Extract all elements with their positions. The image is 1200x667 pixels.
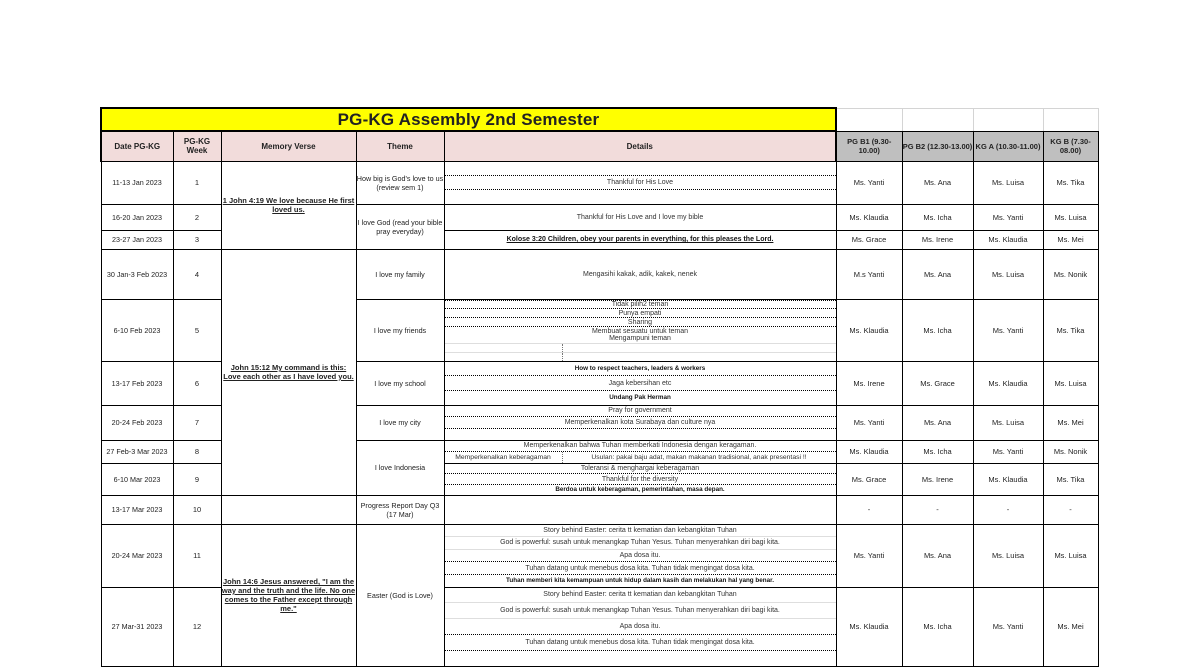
detail-line: Tuhan datang untuk menebus dosa kita. Tuhan tidak mengingat dosa kita. — [445, 562, 836, 575]
details-cell — [444, 587, 836, 666]
detail-line — [445, 429, 836, 440]
detail-line-right — [563, 344, 836, 352]
col-header-kg-a: KG A (10.30-11.00) — [973, 131, 1043, 161]
theme-cell: How big is God's love to us (review sem 1) — [356, 161, 444, 204]
detail-line: Pray for government — [445, 406, 836, 418]
teacher-pg-b1-cell: Ms. Klaudia — [836, 299, 902, 361]
details-cell — [444, 230, 836, 249]
memory-verse-cell: John 15:12 My command is this: Love each other as I have loved you. — [221, 249, 356, 495]
detail-line: Tuhan datang untuk menebus dosa kita. Tuhan tidak mengingat dosa kita. — [445, 635, 836, 651]
details-cell — [444, 361, 836, 405]
detail-line: Sharing — [445, 318, 836, 327]
teacher-pg-b2-cell: Ms. Ana — [902, 249, 973, 299]
teacher-pg-b2-cell: Ms. Irene — [902, 463, 973, 495]
detail-line-left — [445, 353, 563, 361]
detail-line-left — [445, 344, 563, 352]
banner-blank-cell — [973, 108, 1043, 131]
teacher-kg-b-cell: Ms. Luisa — [1043, 524, 1098, 587]
memory-verse-cell — [221, 495, 356, 524]
banner-blank-cell — [836, 108, 902, 131]
teacher-pg-b1-cell: - — [836, 495, 902, 524]
teacher-pg-b1-cell: Ms. Grace — [836, 230, 902, 249]
banner-blank-cell — [1043, 108, 1098, 131]
details-cell — [444, 249, 836, 299]
teacher-kg-a-cell: Ms. Yanti — [973, 587, 1043, 666]
detail-line: Berdoa untuk keberagaman, pemerintahan, masa depan. — [555, 486, 725, 494]
week-cell: 4 — [173, 249, 221, 299]
detail-line: Apa dosa itu. — [445, 619, 836, 635]
details-cell — [444, 161, 836, 204]
week-cell: 3 — [173, 230, 221, 249]
teacher-pg-b2-cell: Ms. Ana — [902, 524, 973, 587]
teacher-pg-b2-cell: Ms. Grace — [902, 361, 973, 405]
details-cell — [444, 440, 836, 463]
teacher-kg-a-cell: Ms. Yanti — [973, 440, 1043, 463]
detail-line — [445, 190, 836, 203]
teacher-pg-b1-cell: Ms. Klaudia — [836, 204, 902, 230]
teacher-kg-b-cell: Ms. Luisa — [1043, 204, 1098, 230]
detail-line: Undang Pak Herman — [609, 394, 671, 402]
detail-line: Thankful for His Love — [445, 175, 836, 190]
teacher-pg-b1-cell: Ms. Klaudia — [836, 440, 902, 463]
week-cell: 6 — [173, 361, 221, 405]
detail-line: Tidak pilih2 teman — [445, 300, 836, 310]
detail-line — [445, 353, 836, 361]
date-cell: 13-17 Feb 2023 — [101, 361, 173, 405]
detail-line-right: Usulan: pakai baju adat, makan makanan tradisional, anak presentasi !! — [591, 453, 807, 461]
date-cell: 11-13 Jan 2023 — [101, 161, 173, 204]
detail-line: Apa dosa itu. — [445, 550, 836, 563]
col-header-week: PG-KG Week — [173, 131, 221, 161]
teacher-pg-b2-cell: Ms. Icha — [902, 587, 973, 666]
banner-blank-cell — [902, 108, 973, 131]
memory-verse-cell: John 14:6 Jesus answered, "I am the way and the truth and the life. No one comes to the Father except through me." — [221, 524, 356, 666]
theme-cell: I love God (read your bible pray everyday) — [356, 204, 444, 249]
detail-line: God is powerful: susah untuk menangkap Tuhan Yesus. Tuhan menyerahkan diri bagi kita. — [445, 537, 836, 550]
teacher-pg-b2-cell: Ms. Ana — [902, 405, 973, 440]
schedule-row — [101, 161, 1098, 204]
teacher-pg-b1-cell: Ms. Yanti — [836, 161, 902, 204]
theme-cell: I love my school — [356, 361, 444, 405]
theme-cell: I love Indonesia — [356, 440, 444, 495]
schedule-row — [101, 524, 1098, 587]
teacher-pg-b1-cell: Ms. Yanti — [836, 405, 902, 440]
detail-line-left: Memperkenalkan keberagaman — [445, 452, 563, 463]
detail-line: Kolose 3:20 Children, obey your parents in everything, for this pleases the Lord. — [506, 236, 774, 243]
teacher-kg-a-cell: - — [973, 495, 1043, 524]
col-header-memory-verse: Memory Verse — [221, 131, 356, 161]
detail-line: Memperkenalkan bahwa Tuhan memberkati Indonesia dengan keragaman. — [445, 441, 836, 453]
details-cell — [444, 299, 836, 361]
teacher-kg-b-cell: Ms. Mei — [1043, 405, 1098, 440]
detail-line: God is powerful: susah untuk menangkap Tuhan Yesus. Tuhan menyerahkan diri bagi kita. — [445, 603, 836, 619]
col-header-pg-b2: PG B2 (12.30-13.00) — [902, 131, 973, 161]
teacher-pg-b1-cell: Ms. Yanti — [836, 524, 902, 587]
theme-cell: I love my city — [356, 405, 444, 440]
teacher-kg-b-cell: Ms. Nonik — [1043, 440, 1098, 463]
teacher-kg-a-cell: Ms. Klaudia — [973, 361, 1043, 405]
date-cell: 20-24 Feb 2023 — [101, 405, 173, 440]
detail-line: Toleransi & menghargai keberagaman — [445, 464, 836, 475]
detail-line: Thankful for His Love and I love my bible — [576, 213, 704, 221]
teacher-kg-a-cell: Ms. Klaudia — [973, 463, 1043, 495]
teacher-pg-b2-cell: Ms. Icha — [902, 440, 973, 463]
col-header-theme: Theme — [356, 131, 444, 161]
date-cell: 13-17 Mar 2023 — [101, 495, 173, 524]
teacher-pg-b1-cell: M.s Yanti — [836, 249, 902, 299]
teacher-pg-b2-cell: Ms. Irene — [902, 230, 973, 249]
col-header-date: Date PG-KG — [101, 131, 173, 161]
detail-line: Story behind Easter: cerita tt kematian dan kebangkitan Tuhan — [445, 525, 836, 538]
theme-cell: Easter (God is Love) — [356, 524, 444, 666]
teacher-kg-b-cell: Ms. Tika — [1043, 161, 1098, 204]
date-cell: 6-10 Mar 2023 — [101, 463, 173, 495]
assembly-schedule-table — [100, 107, 1099, 667]
details-cell — [444, 524, 836, 587]
detail-line: Membuat sesuatu untuk teman — [591, 327, 689, 335]
date-cell: 20-24 Mar 2023 — [101, 524, 173, 587]
week-cell: 1 — [173, 161, 221, 204]
schedule-row — [101, 249, 1098, 299]
detail-line — [445, 651, 836, 666]
theme-cell: I love my family — [356, 249, 444, 299]
theme-cell: I love my friends — [356, 299, 444, 361]
detail-line: Story behind Easter: cerita tt kematian dan kebangkitan Tuhan — [445, 588, 836, 604]
detail-line — [445, 452, 836, 463]
detail-line: Tuhan memberi kita kemampuan untuk hidup dalam kasih dan melakukan hal yang benar. — [506, 577, 774, 585]
schedule-row — [101, 495, 1098, 524]
details-cell — [444, 204, 836, 230]
week-cell: 7 — [173, 405, 221, 440]
week-cell: 12 — [173, 587, 221, 666]
teacher-kg-b-cell: Ms. Nonik — [1043, 249, 1098, 299]
week-cell: 2 — [173, 204, 221, 230]
week-cell: 5 — [173, 299, 221, 361]
date-cell: 16-20 Jan 2023 — [101, 204, 173, 230]
date-cell: 30 Jan-3 Feb 2023 — [101, 249, 173, 299]
col-header-pg-b1: PG B1 (9.30-10.00) — [836, 131, 902, 161]
teacher-kg-a-cell: Ms. Luisa — [973, 161, 1043, 204]
teacher-kg-a-cell: Ms. Luisa — [973, 405, 1043, 440]
memory-verse-cell: 1 John 4:19 We love because He first loved us. — [221, 161, 356, 249]
week-cell: 8 — [173, 440, 221, 463]
details-cell — [444, 405, 836, 440]
teacher-pg-b1-cell: Ms. Grace — [836, 463, 902, 495]
teacher-kg-b-cell: Ms. Mei — [1043, 587, 1098, 666]
teacher-kg-b-cell: - — [1043, 495, 1098, 524]
week-cell: 10 — [173, 495, 221, 524]
detail-line: Punya empati — [445, 309, 836, 318]
teacher-kg-b-cell: Ms. Tika — [1043, 299, 1098, 361]
detail-line: Mengampuni teman — [445, 335, 836, 344]
detail-line: Thankful for the diversity — [445, 474, 836, 485]
teacher-pg-b1-cell: Ms. Klaudia — [836, 587, 902, 666]
teacher-pg-b2-cell: Ms. Ana — [902, 161, 973, 204]
col-header-kg-b: KG B (7.30-08.00) — [1043, 131, 1098, 161]
teacher-kg-b-cell: Ms. Mei — [1043, 230, 1098, 249]
week-cell: 9 — [173, 463, 221, 495]
teacher-kg-a-cell: Ms. Klaudia — [973, 230, 1043, 249]
sheet-title: PG-KG Assembly 2nd Semester — [101, 108, 836, 131]
details-cell — [444, 463, 836, 495]
detail-line: How to respect teachers, leaders & workers — [445, 362, 836, 377]
date-cell: 23-27 Jan 2023 — [101, 230, 173, 249]
teacher-pg-b2-cell: Ms. Icha — [902, 204, 973, 230]
detail-line — [445, 162, 836, 175]
teacher-kg-a-cell: Ms. Yanti — [973, 299, 1043, 361]
theme-cell: Progress Report Day Q3 (17 Mar) — [356, 495, 444, 524]
teacher-pg-b2-cell: - — [902, 495, 973, 524]
teacher-pg-b2-cell: Ms. Icha — [902, 299, 973, 361]
teacher-pg-b1-cell: Ms. Irene — [836, 361, 902, 405]
col-header-details: Details — [444, 131, 836, 161]
detail-line: Jaga kebersihan etc — [445, 376, 836, 391]
detail-line-right — [563, 353, 836, 361]
teacher-kg-a-cell: Ms. Luisa — [973, 249, 1043, 299]
teacher-kg-a-cell: Ms. Luisa — [973, 524, 1043, 587]
detail-line: Mengasihi kakak, adik, kakek, nenek — [582, 270, 697, 278]
teacher-kg-b-cell: Ms. Luisa — [1043, 361, 1098, 405]
detail-line — [445, 344, 836, 353]
date-cell: 27 Mar-31 2023 — [101, 587, 173, 666]
week-cell: 11 — [173, 524, 221, 587]
detail-line: Memperkenalkan kota Surabaya dan culture nya — [445, 417, 836, 429]
teacher-kg-b-cell: Ms. Tika — [1043, 463, 1098, 495]
date-cell: 6-10 Feb 2023 — [101, 299, 173, 361]
date-cell: 27 Feb-3 Mar 2023 — [101, 440, 173, 463]
teacher-kg-a-cell: Ms. Yanti — [973, 204, 1043, 230]
details-cell — [444, 495, 836, 524]
